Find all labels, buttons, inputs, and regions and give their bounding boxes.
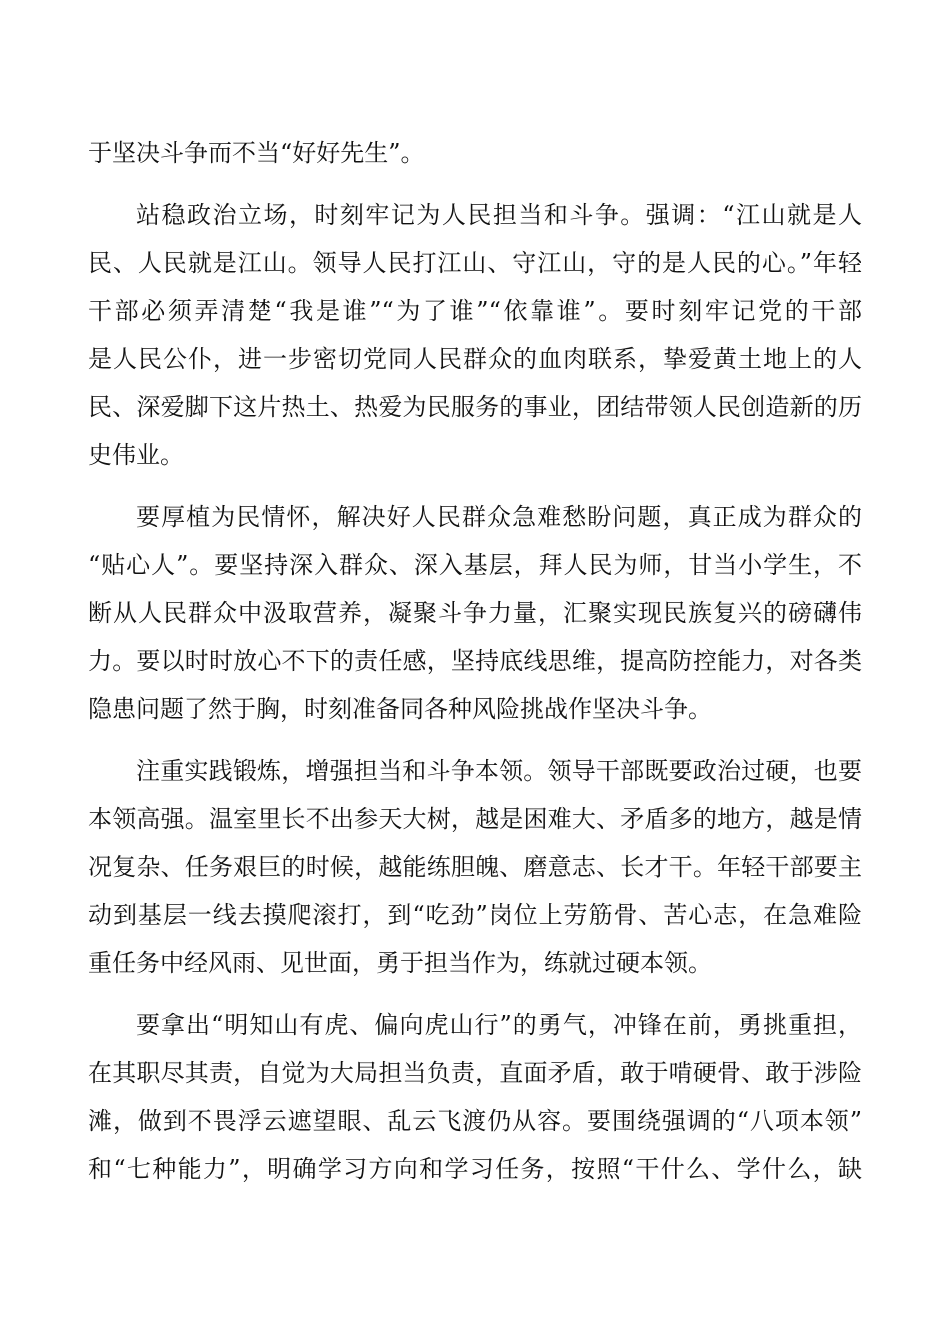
text-line: 注重实践锻炼，增强担当和斗争本领。领导干部既要政治过硬，也要 xyxy=(136,757,862,785)
text-line: 站稳政治立场，时刻牢记为人民担当和斗争。强调：“江山就是人 xyxy=(136,201,862,229)
text-line: 断从人民群众中汲取营养，凝聚斗争力量，汇聚实现民族复兴的磅礴伟 xyxy=(88,599,862,627)
text-line: 动到基层一线去摸爬滚打，到“吃劲”岗位上劳筋骨、苦心志，在急难险 xyxy=(88,901,862,929)
text-line: “贴心人”。要坚持深入群众、深入基层，拜人民为师，甘当小学生，不 xyxy=(88,551,862,579)
text-line: 滩，做到不畏浮云遮望眼、乱云飞渡仍从容。要围绕强调的“八项本领” xyxy=(88,1107,862,1135)
text-line: 于坚决斗争而不当“好好先生”。 xyxy=(88,139,425,167)
body-text xyxy=(88,129,862,1193)
text-line: 要厚植为民情怀，解决好人民群众急难愁盼问题，真正成为群众的 xyxy=(136,503,862,531)
text-line: 民、深爱脚下这片热土、热爱为民服务的事业，团结带领人民创造新的历 xyxy=(88,393,862,421)
text-line: 隐患问题了然于胸，时刻准备同各种风险挑战作坚决斗争。 xyxy=(88,695,712,723)
paragraph-gap xyxy=(88,733,862,747)
text-line: 本领高强。温室里长不出参天大树，越是困难大、矛盾多的地方，越是情 xyxy=(88,805,862,833)
text-line: 民、人民就是江山。领导人民打江山、守江山，守的是人民的心。”年轻 xyxy=(88,249,862,277)
paragraph-gap xyxy=(88,479,862,493)
text-line: 要拿出“明知山有虎、偏向虎山行”的勇气，冲锋在前，勇挑重担， xyxy=(136,1011,862,1039)
text-line: 史伟业。 xyxy=(88,441,184,469)
text-line: 力。要以时时放心不下的责任感，坚持底线思维，提高防控能力，对各类 xyxy=(88,647,862,675)
paragraph-gap xyxy=(88,987,862,1001)
text-line: 是人民公仆，进一步密切党同人民群众的血肉联系，挚爱黄土地上的人 xyxy=(88,345,862,373)
text-line: 在其职尽其责，自觉为大局担当负责，直面矛盾，敢于啃硬骨、敢于涉险 xyxy=(88,1059,862,1087)
text-line: 干部必须弄清楚“我是谁”“为了谁”“依靠谁”。要时刻牢记党的干部 xyxy=(88,297,862,325)
text-line: 重任务中经风雨、见世面，勇于担当作为，练就过硬本领。 xyxy=(88,949,712,977)
paragraph-gap xyxy=(88,177,862,191)
text-line: 况复杂、任务艰巨的时候，越能练胆魄、磨意志、长才干。年轻干部要主 xyxy=(88,853,862,881)
text-line: 和“七种能力”，明确学习方向和学习任务，按照“干什么、学什么，缺 xyxy=(88,1155,862,1183)
